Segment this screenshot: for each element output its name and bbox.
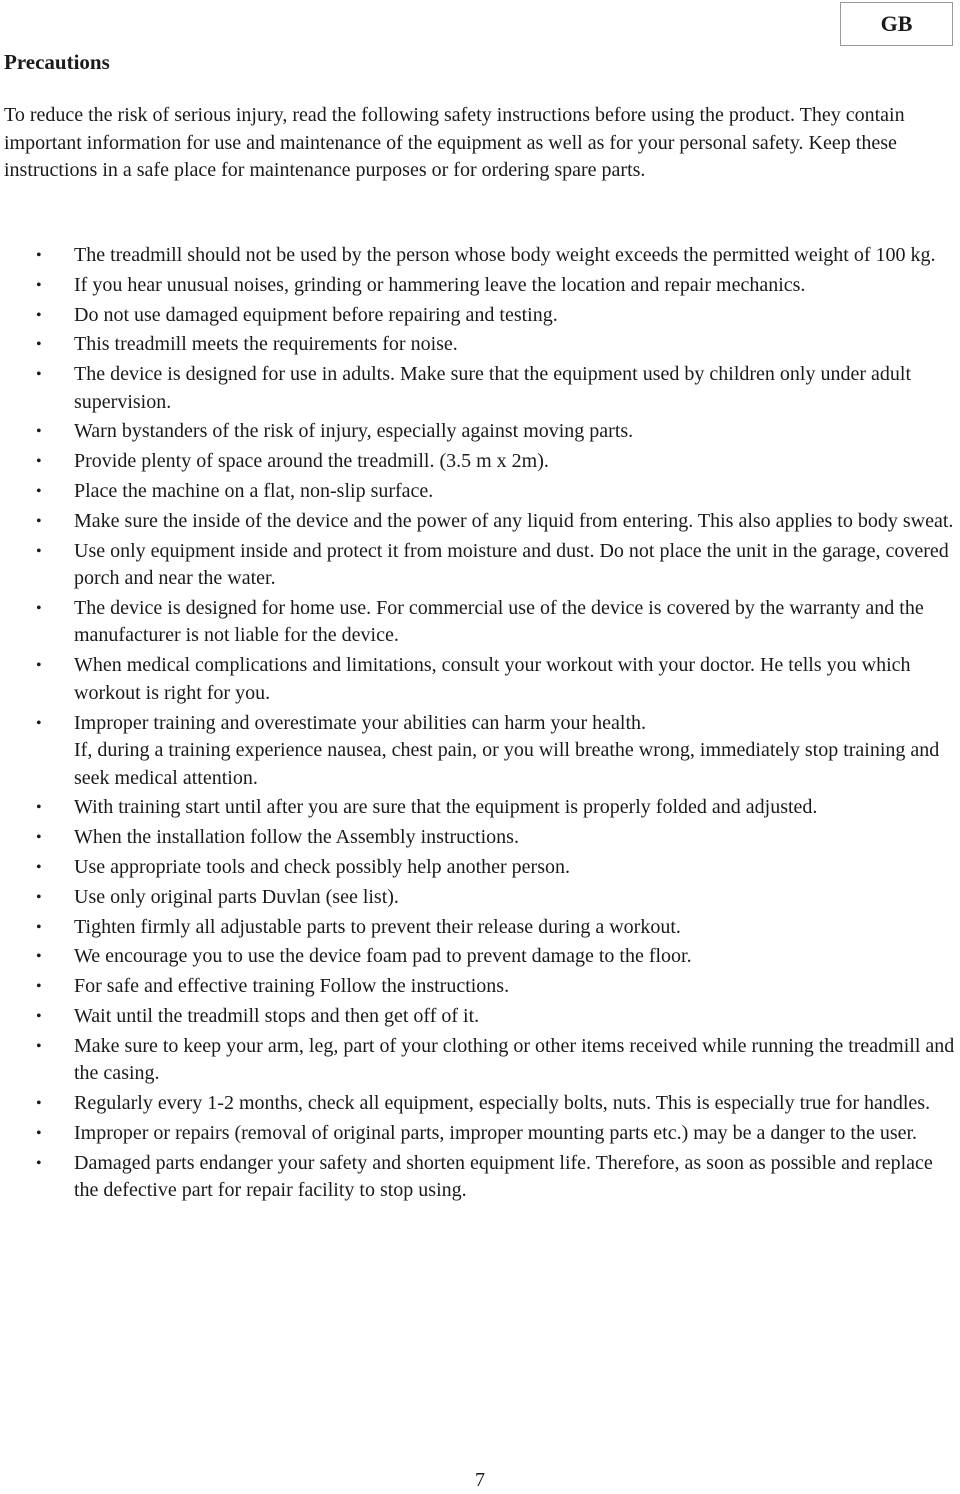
bullet-icon: • — [36, 978, 42, 996]
list-item — [0, 478, 960, 506]
list-item-text: With training start until after you are sure that the equipment is properly folded and adjusted. — [74, 796, 818, 819]
bullet-icon: • — [36, 918, 42, 936]
list-item — [0, 914, 960, 942]
bullet-icon: • — [36, 858, 42, 876]
bullet-icon: • — [36, 542, 42, 560]
bullet-icon: • — [36, 1124, 42, 1142]
bullet-icon: • — [36, 714, 42, 732]
list-item — [0, 1090, 960, 1118]
list-item — [0, 652, 960, 707]
bullet-icon: • — [36, 247, 42, 264]
list-item-text: Improper or repairs (removal of original parts, improper mounting parts etc.) may be a danger to the user. — [74, 1121, 918, 1144]
bullet-icon: • — [36, 888, 42, 906]
bullet-icon: • — [36, 512, 42, 530]
bullet-icon: • — [36, 1095, 42, 1113]
list-item-text: Damaged parts endanger your safety and shorten equipment life. Therefore, as soon as possible and replace the defective part for repair facility to stop using. — [74, 1151, 933, 1202]
list-item-text: Do not use damaged equipment before repairing and testing. — [74, 303, 558, 326]
list-item — [0, 794, 960, 822]
list-item-text: If you hear unusual noises, grinding or hammering leave the location and repair mechanics. — [74, 273, 806, 296]
list-item-text: The treadmill should not be used by the person whose body weight exceeds the permitted weight of 100 kg. — [74, 244, 936, 266]
list-item-text: Use only original parts Duvlan (see list). — [74, 885, 399, 908]
list-item — [0, 508, 960, 536]
list-item — [0, 448, 960, 476]
bullet-icon: • — [36, 829, 42, 847]
intro-paragraph: To reduce the risk of serious injury, read the following safety instructions before using the product. They contain important information for use and maintenance of the equipment as well as for your personal safety. Keep these instructions in a safe place for maintenance purposes or for ordering spare parts. — [4, 104, 905, 181]
list-item-text: Warn bystanders of the risk of injury, especially against moving parts. — [74, 420, 634, 443]
list-item-text: Provide plenty of space around the treadmill. (3.5 m x 2m). — [74, 450, 549, 473]
list-item — [0, 1003, 960, 1031]
list-item — [0, 943, 960, 971]
list-item — [0, 331, 960, 359]
list-item-text: We encourage you to use the device foam pad to prevent damage to the floor. — [74, 945, 692, 968]
language-badge — [840, 2, 953, 46]
bullet-icon: • — [36, 948, 42, 966]
list-item — [0, 710, 960, 793]
language-code: GB — [880, 11, 913, 36]
list-item — [0, 854, 960, 882]
list-item-text: Improper training and overestimate your abilities can harm your health. — [74, 711, 647, 734]
bullet-icon: • — [36, 1007, 42, 1025]
list-item-text: When medical complications and limitations, consult your workout with your doctor. He tells you which workout is right for you. — [74, 654, 911, 704]
precautions-list — [0, 242, 960, 1207]
bullet-icon: • — [36, 1154, 42, 1172]
bullet-icon: • — [36, 366, 42, 384]
bullet-icon: • — [36, 599, 42, 617]
list-item-text: Use appropriate tools and check possibly help another person. — [74, 855, 570, 878]
list-item-text: Use only equipment inside and protect it from moisture and dust. Do not place the unit in the garage, covered porch and near the water. — [74, 539, 949, 590]
bullet-icon: • — [36, 276, 42, 294]
list-item-text: Wait until the treadmill stops and then get off of it. — [74, 1004, 480, 1027]
list-item-text: Tighten firmly all adjustable parts to prevent their release during a workout. — [74, 915, 681, 938]
bullet-icon: • — [36, 799, 42, 817]
list-item-text: The device is designed for home use. For commercial use of the device is covered by the warranty and the manufacturer is not liable for the device. — [74, 596, 924, 647]
list-item — [0, 884, 960, 912]
bullet-icon: • — [36, 483, 42, 501]
list-item — [0, 824, 960, 852]
list-item-text-continued: If, during a training experience nausea, chest pain, or you will breathe wrong, immediately stop training and seek medical attention. — [74, 739, 940, 789]
bullet-icon: • — [36, 453, 42, 471]
bullet-icon: • — [36, 1037, 42, 1055]
bullet-icon: • — [36, 423, 42, 441]
list-item — [0, 361, 960, 416]
list-item — [0, 595, 960, 650]
bullet-icon: • — [36, 306, 42, 324]
list-item-text: The device is designed for use in adults. Make sure that the equipment used by children only under adult supervision. — [74, 363, 912, 413]
list-item — [0, 418, 960, 446]
list-item-text: This treadmill meets the requirements for noise. — [74, 333, 458, 356]
list-item — [0, 242, 960, 270]
list-item-text: Regularly every 1-2 months, check all equipment, especially bolts, nuts. This is especially true for handles. — [74, 1092, 931, 1115]
list-item — [0, 973, 960, 1001]
list-item — [0, 272, 960, 300]
list-item-text: For safe and effective training Follow the instructions. — [74, 975, 510, 998]
list-item — [0, 538, 960, 593]
list-item-text: Make sure the inside of the device and the power of any liquid from entering. This also applies to body sweat. — [74, 509, 954, 532]
list-item — [0, 302, 960, 330]
section-title: Precautions — [4, 50, 110, 74]
list-item-text: Place the machine on a flat, non-slip surface. — [74, 480, 434, 503]
bullet-icon: • — [36, 657, 42, 675]
page-number: 7 — [475, 1469, 485, 1491]
list-item-text: Make sure to keep your arm, leg, part of your clothing or other items received while running the treadmill and the casing. — [74, 1034, 955, 1085]
list-item — [0, 1150, 960, 1205]
list-item — [0, 1033, 960, 1088]
list-item — [0, 1120, 960, 1148]
list-item-text: When the installation follow the Assembly instructions. — [74, 826, 519, 849]
bullet-icon: • — [36, 336, 42, 354]
